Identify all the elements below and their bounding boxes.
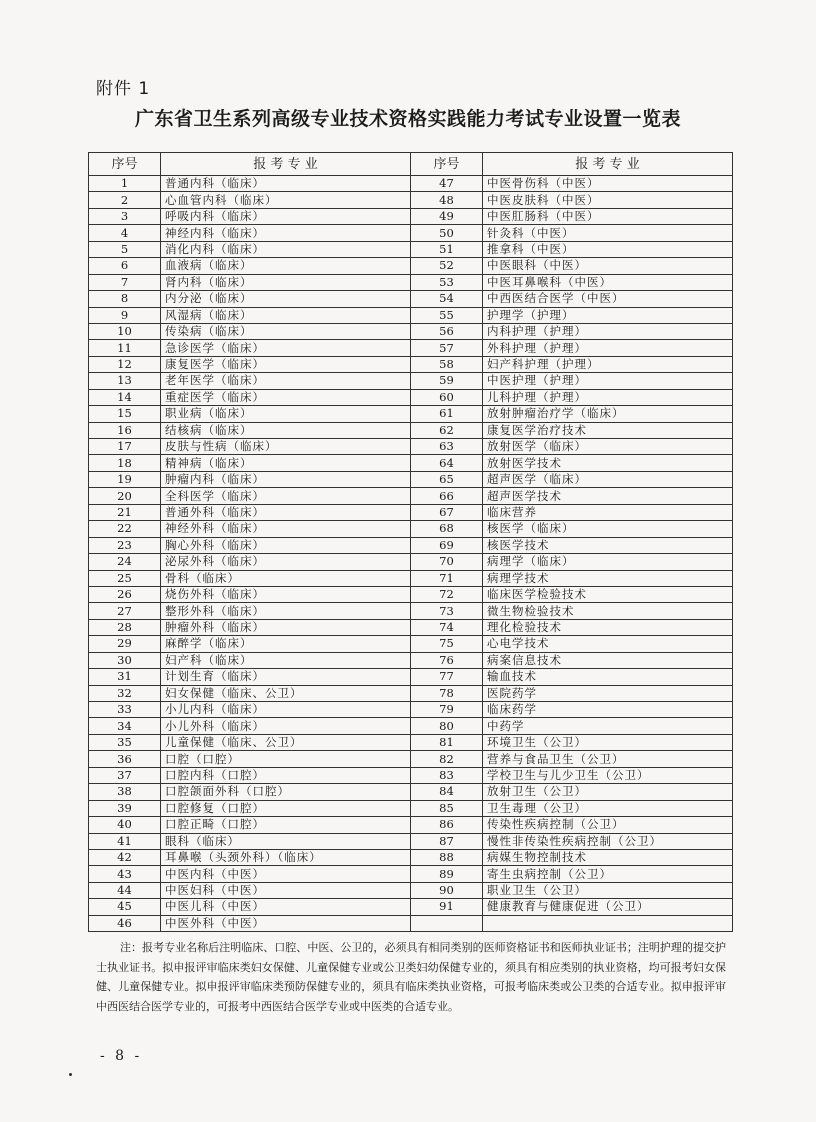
row-major-left: 呼吸内科（临床） — [161, 208, 411, 224]
row-number-right: 84 — [411, 784, 483, 800]
row-number-right: 49 — [411, 208, 483, 224]
row-major-left: 口腔（口腔） — [161, 751, 411, 767]
row-major-right: 营养与食品卫生（公卫） — [483, 751, 733, 767]
table-row — [89, 899, 733, 915]
table-row — [89, 669, 733, 685]
row-number-right: 78 — [411, 685, 483, 701]
row-major-right: 心电学技术 — [483, 636, 733, 652]
row-major-left: 骨科（临床） — [161, 570, 411, 586]
row-number-right: 71 — [411, 570, 483, 586]
row-major-left: 血液病（临床） — [161, 258, 411, 274]
row-major-left: 耳鼻喉（头颈外科）（临床） — [161, 849, 411, 865]
row-major-left: 泌尿外科（临床） — [161, 554, 411, 570]
row-major-right: 职业卫生（公卫） — [483, 882, 733, 898]
row-number-right: 80 — [411, 718, 483, 734]
row-number-right: 61 — [411, 406, 483, 422]
row-major-left: 心血管内科（临床） — [161, 192, 411, 208]
table-row — [89, 471, 733, 487]
row-number-right: 57 — [411, 340, 483, 356]
row-major-right: 核医学（临床） — [483, 521, 733, 537]
row-number-left: 11 — [89, 340, 161, 356]
table-row — [89, 192, 733, 208]
row-major-right: 卫生毒理（公卫） — [483, 800, 733, 816]
row-major-right: 核医学技术 — [483, 537, 733, 553]
row-number-right: 67 — [411, 504, 483, 520]
table-row — [89, 340, 733, 356]
row-number-left: 5 — [89, 241, 161, 257]
row-major-left: 精神病（临床） — [161, 455, 411, 471]
row-major-left: 传染病（临床） — [161, 323, 411, 339]
table-row — [89, 258, 733, 274]
row-number-right: 72 — [411, 586, 483, 602]
row-number-left: 32 — [89, 685, 161, 701]
footnote-text: 注：报考专业名称后注明临床、口腔、中医、公卫的，必须具有相同类别的医师资格证书和医师执业证书；注明护理的提交护士执业证书。拟申报评审临床类妇女保健、儿童保健专业或公卫类妇幼保健专业的，须具有相应类别的执业资格，均可报考妇女保健、儿童保健专业。拟申报评审临床类预防保健专业的，须具有临床类执业资格，可报考临床类或公卫类的合适专业。拟申报评审中西医结合医学专业的，可报考中西医结合医学专业或中医类的合适专业。 — [96, 941, 726, 1013]
row-number-right: 60 — [411, 389, 483, 405]
row-number-left: 15 — [89, 406, 161, 422]
row-major-left: 中医外科（中医） — [161, 915, 411, 931]
table-row — [89, 800, 733, 816]
row-number-right: 86 — [411, 817, 483, 833]
row-major-right: 慢性非传染性疾病控制（公卫） — [483, 833, 733, 849]
attachment-label: 附件 1 — [96, 79, 151, 99]
table-row — [89, 619, 733, 635]
row-number-left: 37 — [89, 767, 161, 783]
row-major-right: 传染性疾病控制（公卫） — [483, 817, 733, 833]
row-number-left: 4 — [89, 225, 161, 241]
row-number-left: 34 — [89, 718, 161, 734]
table-row — [89, 849, 733, 865]
row-major-right: 环境卫生（公卫） — [483, 734, 733, 750]
row-major-left: 妇产科（临床） — [161, 652, 411, 668]
row-number-right: 83 — [411, 767, 483, 783]
row-major-right: 针灸科（中医） — [483, 225, 733, 241]
row-major-right: 医院药学 — [483, 685, 733, 701]
row-major-left: 消化内科（临床） — [161, 241, 411, 257]
table-row — [89, 422, 733, 438]
row-number-left: 39 — [89, 800, 161, 816]
row-number-left: 31 — [89, 669, 161, 685]
row-major-left: 整形外科（临床） — [161, 603, 411, 619]
row-number-left: 35 — [89, 734, 161, 750]
row-major-left: 中医妇科（中医） — [161, 882, 411, 898]
page-title: 广东省卫生系列高级专业技术资格实践能力考试专业设置一览表 — [134, 108, 681, 130]
table-row — [89, 389, 733, 405]
row-number-left: 8 — [89, 291, 161, 307]
row-number-left: 23 — [89, 537, 161, 553]
table-row — [89, 176, 733, 192]
row-major-left: 中医内科（中医） — [161, 866, 411, 882]
row-number-right: 81 — [411, 734, 483, 750]
row-major-left: 儿童保健（临床、公卫） — [161, 734, 411, 750]
row-major-left: 烧伤外科（临床） — [161, 586, 411, 602]
row-number-right: 64 — [411, 455, 483, 471]
row-major-right: 外科护理（护理） — [483, 340, 733, 356]
row-major-right: 中西医结合医学（中医） — [483, 291, 733, 307]
row-number-right: 62 — [411, 422, 483, 438]
header-major-right: 报 考 专 业 — [483, 153, 733, 176]
table-row — [89, 439, 733, 455]
row-number-left: 24 — [89, 554, 161, 570]
row-major-right: 中医肛肠科（中医） — [483, 208, 733, 224]
row-major-right: 放射医学（临床） — [483, 439, 733, 455]
footnote — [96, 938, 726, 1016]
row-number-left: 12 — [89, 356, 161, 372]
table-row — [89, 915, 733, 931]
row-major-right: 病媒生物控制技术 — [483, 849, 733, 865]
table-row — [89, 554, 733, 570]
row-major-right: 中医骨伤科（中医） — [483, 176, 733, 192]
row-major-left: 口腔修复（口腔） — [161, 800, 411, 816]
majors-table — [88, 152, 733, 932]
table-row — [89, 406, 733, 422]
row-major-left: 急诊医学（临床） — [161, 340, 411, 356]
row-major-left: 肿瘤内科（临床） — [161, 471, 411, 487]
row-number-left: 3 — [89, 208, 161, 224]
row-major-left: 皮肤与性病（临床） — [161, 439, 411, 455]
row-number-left: 43 — [89, 866, 161, 882]
row-number-left: 18 — [89, 455, 161, 471]
table-row — [89, 718, 733, 734]
row-major-left: 眼科（临床） — [161, 833, 411, 849]
row-major-left: 职业病（临床） — [161, 406, 411, 422]
row-major-left: 胸心外科（临床） — [161, 537, 411, 553]
row-number-left: 13 — [89, 373, 161, 389]
table-row — [89, 685, 733, 701]
row-number-right: 50 — [411, 225, 483, 241]
row-major-left: 口腔内科（口腔） — [161, 767, 411, 783]
row-major-left: 小儿外科（临床） — [161, 718, 411, 734]
table-row — [89, 488, 733, 504]
row-number-right: 51 — [411, 241, 483, 257]
header-major-left: 报 考 专 业 — [161, 153, 411, 176]
row-number-right: 68 — [411, 521, 483, 537]
row-number-right: 54 — [411, 291, 483, 307]
row-number-right: 73 — [411, 603, 483, 619]
row-major-right: 学校卫生与儿少卫生（公卫） — [483, 767, 733, 783]
row-number-right: 82 — [411, 751, 483, 767]
row-major-right: 放射医学技术 — [483, 455, 733, 471]
header-no-left: 序号 — [89, 153, 161, 176]
table-row — [89, 225, 733, 241]
table-row — [89, 636, 733, 652]
row-number-right: 53 — [411, 274, 483, 290]
row-major-right: 推拿科（中医） — [483, 241, 733, 257]
row-major-left: 结核病（临床） — [161, 422, 411, 438]
table-row — [89, 356, 733, 372]
row-major-left: 普通内科（临床） — [161, 176, 411, 192]
row-major-left: 风湿病（临床） — [161, 307, 411, 323]
row-number-left: 16 — [89, 422, 161, 438]
row-major-left: 麻醉学（临床） — [161, 636, 411, 652]
table-row — [89, 323, 733, 339]
table-row — [89, 373, 733, 389]
row-number-left: 7 — [89, 274, 161, 290]
row-number-right: 88 — [411, 849, 483, 865]
row-number-left: 14 — [89, 389, 161, 405]
row-major-left: 肿瘤外科（临床） — [161, 619, 411, 635]
row-number-right: 47 — [411, 176, 483, 192]
table-header-row — [89, 153, 733, 176]
row-number-left: 38 — [89, 784, 161, 800]
row-number-right: 65 — [411, 471, 483, 487]
row-major-right: 病案信息技术 — [483, 652, 733, 668]
row-major-left: 全科医学（临床） — [161, 488, 411, 504]
row-major-right: 放射肿瘤治疗学（临床） — [483, 406, 733, 422]
row-major-right: 临床医学检验技术 — [483, 586, 733, 602]
row-number-right: 55 — [411, 307, 483, 323]
row-major-right: 儿科护理（护理） — [483, 389, 733, 405]
row-number-right: 58 — [411, 356, 483, 372]
row-number-right — [411, 915, 483, 931]
table-row — [89, 784, 733, 800]
table-body — [89, 176, 733, 932]
row-major-right: 妇产科护理（护理） — [483, 356, 733, 372]
table-row — [89, 882, 733, 898]
row-major-right: 超声医学技术 — [483, 488, 733, 504]
row-number-right: 70 — [411, 554, 483, 570]
row-major-left: 小儿内科（临床） — [161, 702, 411, 718]
row-number-left: 36 — [89, 751, 161, 767]
row-number-right: 87 — [411, 833, 483, 849]
row-number-right: 69 — [411, 537, 483, 553]
table-row — [89, 817, 733, 833]
row-number-right: 56 — [411, 323, 483, 339]
row-major-left: 内分泌（临床） — [161, 291, 411, 307]
table-row — [89, 455, 733, 471]
row-number-right: 59 — [411, 373, 483, 389]
row-number-left: 10 — [89, 323, 161, 339]
row-major-left: 康复医学（临床） — [161, 356, 411, 372]
row-number-right: 75 — [411, 636, 483, 652]
row-number-right: 89 — [411, 866, 483, 882]
table-row — [89, 521, 733, 537]
row-number-left: 45 — [89, 899, 161, 915]
row-number-left: 29 — [89, 636, 161, 652]
row-major-right: 中医耳鼻喉科（中医） — [483, 274, 733, 290]
row-number-left: 33 — [89, 702, 161, 718]
row-number-left: 2 — [89, 192, 161, 208]
row-number-left: 28 — [89, 619, 161, 635]
row-number-left: 21 — [89, 504, 161, 520]
row-number-left: 27 — [89, 603, 161, 619]
scan-speck — [69, 1073, 72, 1076]
row-number-right: 79 — [411, 702, 483, 718]
row-major-left: 神经外科（临床） — [161, 521, 411, 537]
row-number-left: 40 — [89, 817, 161, 833]
table-row — [89, 652, 733, 668]
row-number-right: 76 — [411, 652, 483, 668]
header-no-right: 序号 — [411, 153, 483, 176]
row-major-right: 中医护理（护理） — [483, 373, 733, 389]
row-major-left: 普通外科（临床） — [161, 504, 411, 520]
row-major-left: 肾内科（临床） — [161, 274, 411, 290]
table-row — [89, 241, 733, 257]
table-row — [89, 833, 733, 849]
row-major-left: 重症医学（临床） — [161, 389, 411, 405]
table-row — [89, 767, 733, 783]
row-major-left: 妇女保健（临床、公卫） — [161, 685, 411, 701]
row-number-left: 6 — [89, 258, 161, 274]
row-major-right: 康复医学治疗技术 — [483, 422, 733, 438]
table-row — [89, 504, 733, 520]
row-major-right: 健康教育与健康促进（公卫） — [483, 899, 733, 915]
table-row — [89, 208, 733, 224]
row-major-right: 寄生虫病控制（公卫） — [483, 866, 733, 882]
row-number-right: 52 — [411, 258, 483, 274]
table-row — [89, 307, 733, 323]
row-number-left: 42 — [89, 849, 161, 865]
row-major-left: 老年医学（临床） — [161, 373, 411, 389]
table-row — [89, 866, 733, 882]
row-number-left: 20 — [89, 488, 161, 504]
row-major-right: 临床药学 — [483, 702, 733, 718]
row-major-right: 中医眼科（中医） — [483, 258, 733, 274]
row-number-left: 17 — [89, 439, 161, 455]
row-major-left: 口腔颌面外科（口腔） — [161, 784, 411, 800]
table-row — [89, 537, 733, 553]
row-major-right: 放射卫生（公卫） — [483, 784, 733, 800]
row-number-right: 91 — [411, 899, 483, 915]
row-number-left: 19 — [89, 471, 161, 487]
table-row — [89, 291, 733, 307]
row-number-left: 41 — [89, 833, 161, 849]
row-number-left: 44 — [89, 882, 161, 898]
row-major-left: 计划生育（临床） — [161, 669, 411, 685]
row-major-left: 神经内科（临床） — [161, 225, 411, 241]
row-major-right: 微生物检验技术 — [483, 603, 733, 619]
table-row — [89, 751, 733, 767]
row-number-right: 77 — [411, 669, 483, 685]
row-number-left: 22 — [89, 521, 161, 537]
table-row — [89, 570, 733, 586]
row-number-left: 25 — [89, 570, 161, 586]
row-major-right: 超声医学（临床） — [483, 471, 733, 487]
row-number-right: 90 — [411, 882, 483, 898]
table-row — [89, 274, 733, 290]
row-number-right: 48 — [411, 192, 483, 208]
row-major-left: 中医儿科（中医） — [161, 899, 411, 915]
row-major-right: 临床营养 — [483, 504, 733, 520]
row-major-right: 输血技术 — [483, 669, 733, 685]
row-number-right: 63 — [411, 439, 483, 455]
row-number-right: 85 — [411, 800, 483, 816]
row-major-right: 护理学（护理） — [483, 307, 733, 323]
row-major-right: 病理学（临床） — [483, 554, 733, 570]
page-number: - 8 - — [100, 1048, 143, 1064]
row-major-left: 口腔正畸（口腔） — [161, 817, 411, 833]
row-number-left: 1 — [89, 176, 161, 192]
row-number-left: 9 — [89, 307, 161, 323]
table-row — [89, 586, 733, 602]
row-number-left: 26 — [89, 586, 161, 602]
row-major-right: 中医皮肤科（中医） — [483, 192, 733, 208]
row-major-right — [483, 915, 733, 931]
row-major-right: 中药学 — [483, 718, 733, 734]
row-major-right: 理化检验技术 — [483, 619, 733, 635]
table-row — [89, 603, 733, 619]
row-number-right: 66 — [411, 488, 483, 504]
row-number-right: 74 — [411, 619, 483, 635]
table-row — [89, 734, 733, 750]
row-major-right: 内科护理（护理） — [483, 323, 733, 339]
row-number-left: 30 — [89, 652, 161, 668]
table-row — [89, 702, 733, 718]
row-number-left: 46 — [89, 915, 161, 931]
row-major-right: 病理学技术 — [483, 570, 733, 586]
